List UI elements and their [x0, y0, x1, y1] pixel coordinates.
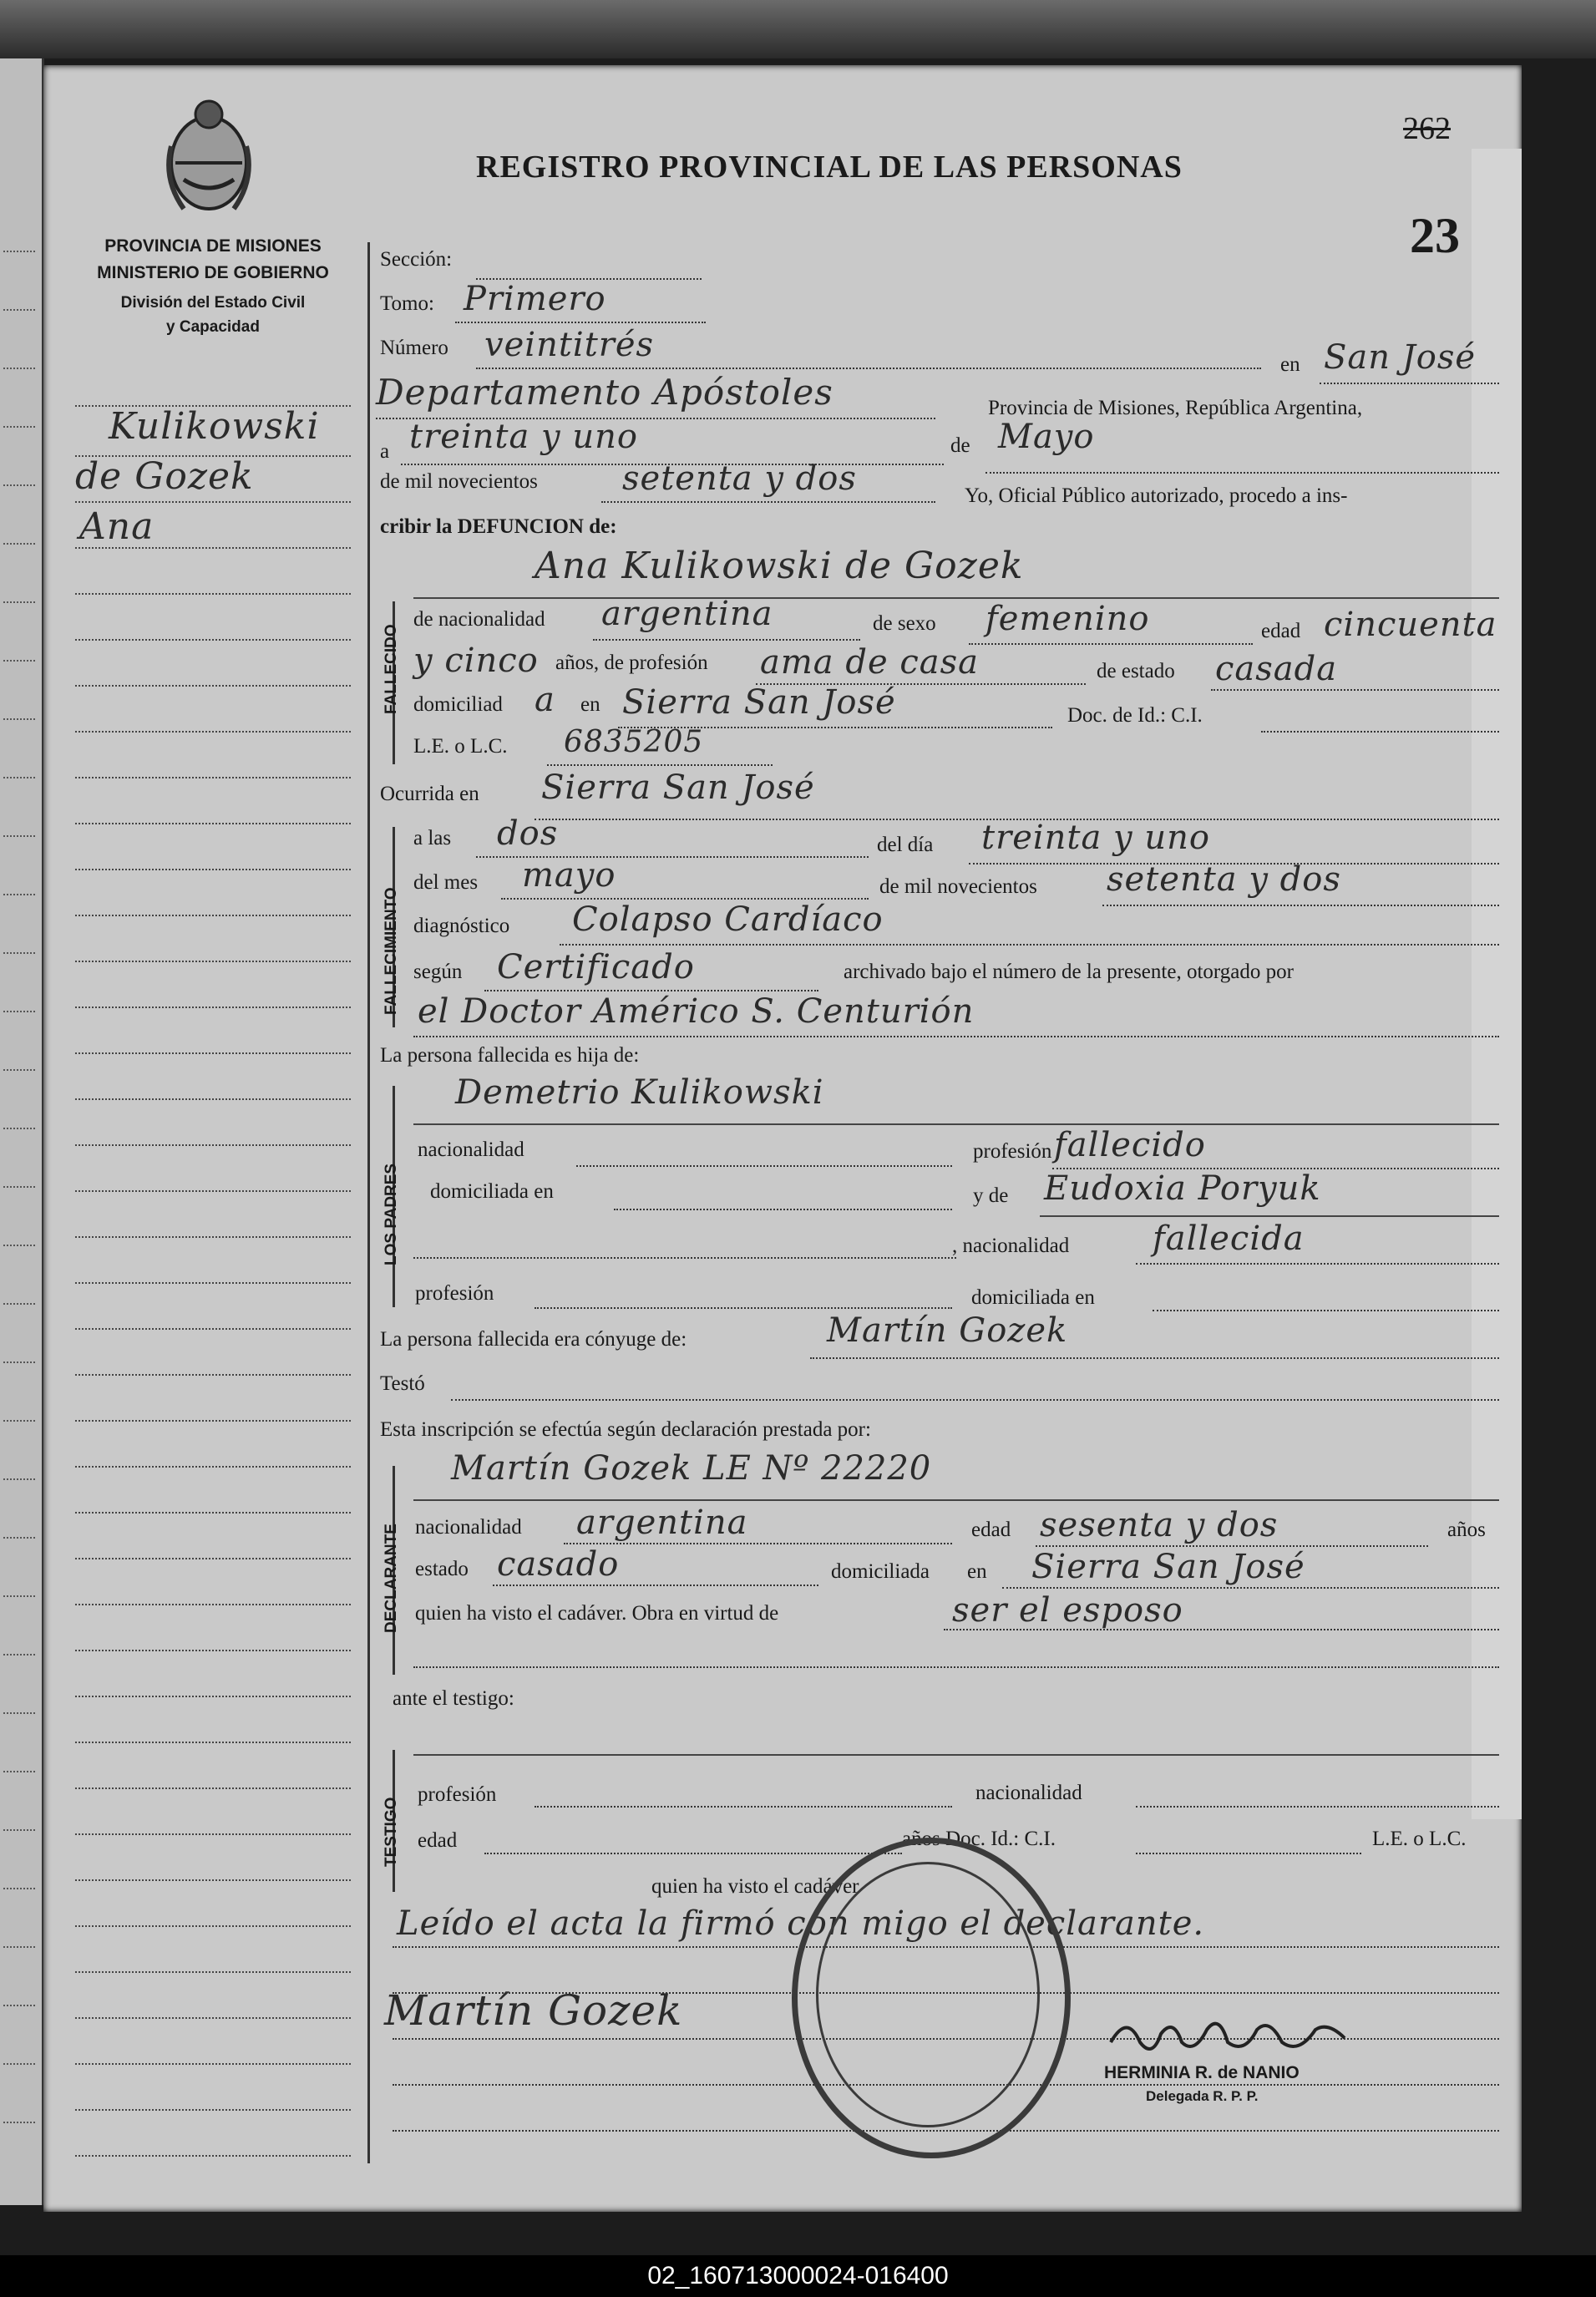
- label-sexo: de sexo: [873, 612, 936, 635]
- value-anio-registro: setenta y dos: [622, 459, 857, 498]
- value-profesion: ama de casa: [760, 643, 979, 682]
- value-tomo: Primero: [464, 280, 606, 318]
- margin-note-surname: Kulikowski: [109, 405, 320, 448]
- label-del-dia: del día: [877, 834, 934, 856]
- value-padre: Demetrio Kulikowski: [455, 1073, 824, 1112]
- section-fallecimiento: FALLECIMIENTO: [383, 887, 400, 1015]
- coat-of-arms-emblem: [159, 96, 259, 221]
- scan-background-top: [0, 0, 1596, 58]
- value-nacionalidad: argentina: [601, 595, 773, 633]
- value-mes-registro: Mayo: [998, 418, 1095, 456]
- office-division-2: y Capacidad: [166, 318, 260, 336]
- adjacent-page-edge: [0, 58, 44, 2205]
- label-oficial-publico: Yo, Oficial Público autorizado, procedo a ins-: [965, 484, 1348, 507]
- value-domicilio: Sierra San José: [622, 683, 896, 722]
- official-title: Delegada R. P. P.: [1146, 2088, 1259, 2104]
- section-declarante: DECLARANTE: [383, 1524, 400, 1633]
- label-declarante-domiciliada: domiciliada: [831, 1560, 930, 1583]
- label-de-mil-novecientos: de mil novecientos: [380, 470, 538, 493]
- signature-official: [1102, 2009, 1353, 2067]
- value-numero: veintitrés: [484, 326, 655, 364]
- value-declarante-edad: sesenta y dos: [1040, 1506, 1279, 1544]
- label-le-lc: L.E. o L.C.: [413, 735, 508, 758]
- label-declarante-en: en: [967, 1560, 987, 1583]
- label-testigo-quien-ha-visto: quien ha visto el cadáver: [651, 1875, 859, 1898]
- label-testigo-edad: edad: [418, 1829, 458, 1852]
- label-tomo: Tomo:: [380, 292, 434, 315]
- value-medico: el Doctor Américo S. Centurión: [418, 992, 975, 1031]
- value-madre: Eudoxia Poryuk: [1044, 1169, 1321, 1208]
- label-a: a: [380, 440, 390, 463]
- office-province: PROVINCIA DE MISIONES: [104, 236, 322, 256]
- label-declarante-anos: años: [1447, 1519, 1486, 1541]
- label-testigo-doc: años Doc. Id.: C.I.: [902, 1828, 1056, 1850]
- official-name: HERMINIA R. de NANIO: [1104, 2063, 1300, 2082]
- label-del-mes: del mes: [413, 871, 479, 894]
- label-en: en: [1280, 353, 1300, 376]
- label-madre-nacionalidad: , nacionalidad: [952, 1235, 1070, 1257]
- margin-note-married-name: de Gozek: [75, 455, 254, 498]
- margin-note-given-name: Ana: [79, 505, 155, 548]
- value-departamento: Departamento Apóstoles: [376, 372, 833, 413]
- label-testigo-profesion: profesión: [418, 1783, 497, 1806]
- column-divider: [367, 242, 370, 2163]
- page-number: 23: [1410, 208, 1460, 263]
- value-declarante: Martín Gozek LE Nº 22220: [451, 1449, 932, 1488]
- label-padre-nacionalidad: nacionalidad: [418, 1138, 524, 1161]
- label-madre-profesion: profesión: [415, 1282, 494, 1305]
- label-nacionalidad: de nacionalidad: [413, 608, 545, 631]
- value-diagnostico: Colapso Cardíaco: [572, 900, 884, 939]
- label-padre-profesion: profesión: [973, 1140, 1052, 1163]
- label-numero: Número: [380, 337, 448, 359]
- label-anos-profesion: años, de profesión: [555, 652, 708, 674]
- label-quien-ha-visto: quien ha visto el cadáver. Obra en virtud de: [415, 1602, 779, 1625]
- section-fallecido: FALLECIDO: [383, 624, 400, 714]
- office-division: División del Estado Civil: [120, 294, 306, 312]
- label-ocurrida-en: Ocurrida en: [380, 783, 479, 805]
- label-hija-de: La persona fallecida es hija de:: [380, 1044, 640, 1067]
- label-domicilio-en: en: [580, 693, 600, 716]
- label-declarante-edad: edad: [971, 1519, 1011, 1541]
- label-provincia: Provincia de Misiones, República Argentina,: [988, 397, 1363, 419]
- value-conyuge: Martín Gozek: [827, 1311, 1068, 1350]
- label-archivado: archivado bajo el número de la presente, otorgado por: [844, 961, 1294, 983]
- value-domiciliado-genero: a: [535, 681, 555, 719]
- label-ante-testigo: ante el testigo:: [393, 1687, 514, 1710]
- value-estado: casada: [1215, 650, 1338, 688]
- value-anio-fallecimiento: setenta y dos: [1107, 860, 1341, 899]
- label-de: de: [950, 434, 970, 457]
- label-edad: edad: [1261, 620, 1301, 642]
- value-segun: Certificado: [497, 948, 695, 986]
- value-le-lc: 6835205: [564, 725, 704, 759]
- value-hora: dos: [497, 814, 559, 853]
- label-inscripcion: Esta inscripción se efectúa según declaración prestada por:: [380, 1418, 871, 1441]
- label-declarante-estado: estado: [415, 1558, 469, 1580]
- struck-page-number: 262: [1403, 111, 1451, 146]
- value-dia-fallecimiento: treinta y uno: [981, 819, 1210, 857]
- value-sexo: femenino: [985, 600, 1150, 638]
- section-testigo: TESTIGO: [383, 1797, 400, 1867]
- value-mes-fallecimiento: mayo: [522, 856, 616, 895]
- signature-declarante: Martín Gozek: [384, 1986, 683, 2035]
- value-padre-profesion: fallecido: [1054, 1126, 1206, 1164]
- label-seccion: Sección:: [380, 248, 453, 271]
- label-a-las: a las: [413, 827, 452, 849]
- label-anio-fallecimiento: de mil novecientos: [879, 875, 1037, 898]
- label-conyuge: La persona fallecida era cónyuge de:: [380, 1328, 687, 1351]
- value-edad-unidades: y cinco: [413, 641, 539, 680]
- official-seal-stamp: [792, 1838, 1071, 2158]
- value-localidad: San José: [1324, 338, 1477, 377]
- value-nombre-fallecido: Ana Kulikowski de Gozek: [535, 545, 1024, 587]
- value-obra-en-virtud: ser el esposo: [952, 1591, 1183, 1630]
- value-edad-decenas: cincuenta: [1324, 606, 1497, 644]
- label-testo: Testó: [380, 1372, 425, 1395]
- office-ministry: MINISTERIO DE GOBIERNO: [97, 263, 329, 282]
- value-dia-registro: treinta y uno: [409, 418, 638, 456]
- label-segun: según: [413, 961, 463, 983]
- value-ocurrida-en: Sierra San José: [541, 768, 815, 807]
- label-y-de: y de: [973, 1184, 1009, 1207]
- label-testigo-le-lc: L.E. o L.C.: [1372, 1828, 1467, 1850]
- label-domiciliado: domiciliad: [413, 693, 503, 716]
- value-declarante-domicilio: Sierra San José: [1031, 1548, 1305, 1586]
- section-los-padres: LOS PADRES: [383, 1163, 400, 1265]
- value-declarante-nacionalidad: argentina: [576, 1503, 748, 1542]
- value-leido-firmo: Leído el acta la firmó con migo el declarante.: [397, 1904, 1205, 1943]
- label-estado: de estado: [1097, 660, 1175, 682]
- label-diagnostico: diagnóstico: [413, 915, 510, 937]
- label-madre-domicilio: domiciliada en: [971, 1286, 1095, 1309]
- registry-title: REGISTRO PROVINCIAL DE LAS PERSONAS: [476, 150, 1183, 185]
- sheet-edge-tab: [1472, 149, 1522, 1819]
- value-madre-nacionalidad: fallecida: [1153, 1219, 1305, 1258]
- label-doc-id: Doc. de Id.: C.I.: [1067, 704, 1203, 727]
- label-inscribir-defuncion: cribir la DEFUNCION de:: [380, 515, 617, 538]
- value-declarante-estado: casado: [497, 1545, 620, 1584]
- scan-footer-id: 02_160713000024-016400: [0, 2255, 1596, 2297]
- label-declarante-nacionalidad: nacionalidad: [415, 1516, 522, 1539]
- label-testigo-nacionalidad: nacionalidad: [975, 1782, 1082, 1804]
- label-padre-domicilio: domiciliada en: [430, 1180, 554, 1203]
